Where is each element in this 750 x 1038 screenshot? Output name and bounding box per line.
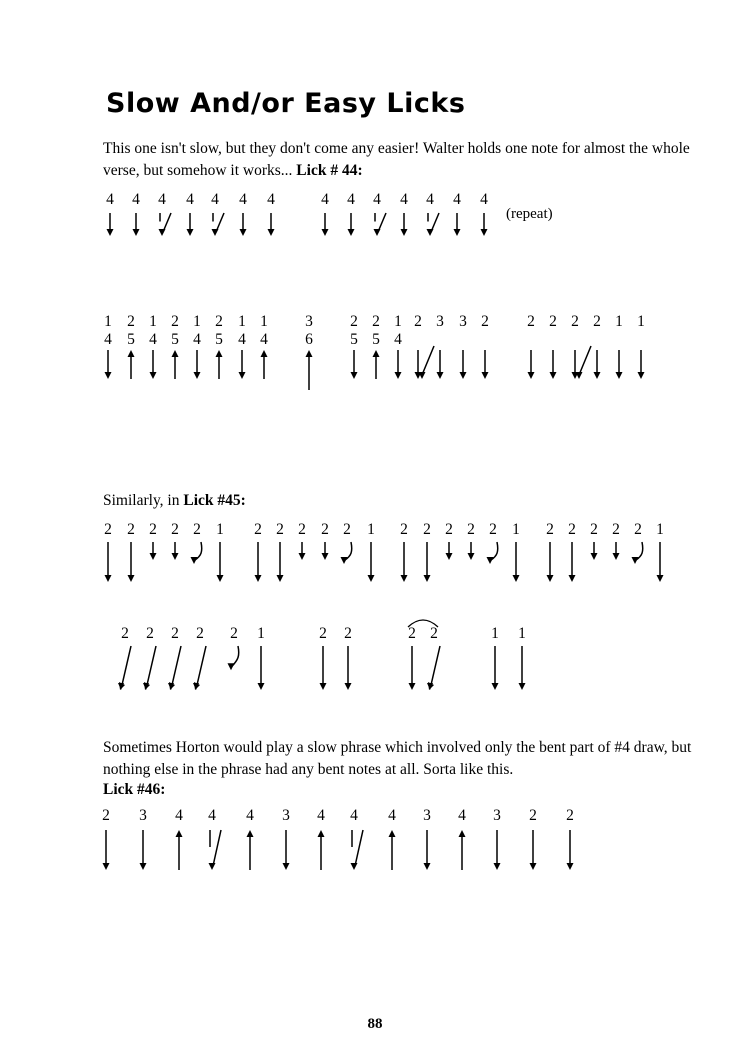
hole-number: 1 [193, 313, 201, 330]
hole-number: 2 [230, 625, 238, 642]
draw-arrow-icon [519, 646, 526, 690]
tab-note [408, 625, 416, 690]
draw-arrow-icon [140, 830, 147, 870]
tab-note [319, 625, 327, 690]
tab-note [132, 191, 140, 236]
hole-number: 2 [527, 313, 535, 330]
hole-number: 3 [459, 313, 467, 330]
tab-note [317, 807, 325, 870]
draw-arrow-icon [638, 350, 645, 379]
hole-number: 4 [267, 191, 275, 208]
tab-note [267, 191, 275, 236]
hole-number: 2 [481, 313, 489, 330]
hole-number: 6 [305, 331, 313, 348]
tab-note [453, 191, 461, 236]
hole-number: 3 [493, 807, 501, 824]
draw-arrow-icon [572, 346, 592, 379]
tab-note [257, 625, 265, 690]
blow-arrow-icon [261, 350, 268, 379]
tab-note [305, 313, 313, 379]
tab-note [102, 807, 110, 870]
hole-number: 4 [458, 807, 466, 824]
tab-note [400, 191, 408, 236]
hole-number: 2 [549, 313, 557, 330]
lick-46-intro: Sometimes Horton would play a slow phrase which involved only the bent part of #4 draw, but nothing else in the phrase had any bent notes at all. Sorta like this. [103, 739, 692, 778]
draw-arrow-icon [482, 350, 489, 379]
tab-note [458, 807, 466, 870]
hole-number: 1 [512, 521, 520, 538]
draw-arrow-icon [550, 350, 557, 379]
hole-number: 4 [106, 191, 114, 208]
draw-arrow-icon [322, 213, 329, 236]
draw-arrow-icon [351, 350, 358, 379]
draw-arrow-icon [105, 542, 112, 582]
lick-46-row [102, 807, 574, 870]
hole-number: 1 [491, 625, 499, 642]
draw-arrow-icon [191, 542, 202, 564]
draw-arrow-icon [228, 646, 239, 670]
draw-arrow-icon [454, 213, 461, 236]
hole-number: 3 [436, 313, 444, 330]
tab-note [637, 313, 645, 379]
hole-number: 2 [546, 521, 554, 538]
draw-arrow-icon [159, 213, 172, 236]
tab-note [615, 313, 623, 379]
draw-arrow-icon [277, 542, 284, 582]
tab-note [549, 313, 557, 379]
draw-arrow-icon [105, 350, 112, 379]
tab-note [493, 807, 501, 870]
tab-note [191, 521, 202, 564]
hole-number: 1 [518, 625, 526, 642]
tab-note [512, 521, 520, 582]
hole-number: 1 [637, 313, 645, 330]
tab-note [388, 807, 396, 870]
hole-number: 2 [319, 625, 327, 642]
tab-note [106, 191, 114, 236]
page-number: 88 [367, 1016, 383, 1032]
blow-arrow-icon [172, 350, 179, 379]
tab-note [298, 521, 306, 560]
tab-note [367, 521, 375, 582]
tab-note [238, 313, 246, 379]
draw-arrow-icon [168, 646, 181, 690]
tab-note [239, 191, 247, 236]
tab-note [186, 191, 194, 236]
tab-note [260, 313, 268, 379]
hole-number: 2 [593, 313, 601, 330]
draw-arrow-icon [194, 350, 201, 379]
draw-arrow-icon [415, 346, 435, 379]
hole-number: 2 [171, 625, 179, 642]
draw-arrow-icon [133, 213, 140, 236]
tab-note [529, 807, 537, 870]
draw-arrow-icon [348, 213, 355, 236]
draw-arrow-icon [345, 646, 352, 690]
draw-arrow-icon [239, 350, 246, 379]
draw-arrow-icon [427, 646, 440, 690]
blow-arrow-icon [128, 350, 135, 379]
hole-number: 2 [343, 521, 351, 538]
hole-number: 1 [615, 313, 623, 330]
draw-arrow-icon [187, 213, 194, 236]
draw-arrow-icon [150, 350, 157, 379]
hole-number: 5 [127, 331, 135, 348]
hole-number: 4 [246, 807, 254, 824]
hole-number: 4 [132, 191, 140, 208]
hole-number: 2 [276, 521, 284, 538]
lick-45-prefix: Similarly, in [103, 492, 184, 509]
tab-note [487, 521, 498, 564]
tab-note [566, 807, 574, 870]
tab-note [158, 191, 171, 236]
draw-arrow-icon [409, 646, 416, 690]
draw-arrow-icon [322, 542, 329, 560]
tab-note [127, 521, 135, 582]
hole-number: 4 [158, 191, 166, 208]
hole-number: 1 [216, 521, 224, 538]
draw-arrow-icon [401, 213, 408, 236]
hole-number: 3 [139, 807, 147, 824]
hole-number: 4 [321, 191, 329, 208]
tab-note [246, 807, 254, 870]
hole-number: 4 [426, 191, 434, 208]
tab-note [321, 521, 329, 560]
hole-number: 2 [414, 313, 422, 330]
tab-note [423, 807, 431, 870]
tab-note [656, 521, 664, 582]
hole-number: 2 [529, 807, 537, 824]
tab-note [171, 521, 179, 560]
hole-number: 4 [400, 191, 408, 208]
draw-arrow-icon [427, 213, 440, 236]
draw-arrow-icon [632, 542, 643, 564]
hole-number: 4 [480, 191, 488, 208]
lick-45-label: Lick #45: [183, 492, 246, 509]
tab-note [481, 313, 489, 379]
hole-number: 2 [254, 521, 262, 538]
draw-arrow-icon [150, 542, 157, 560]
draw-arrow-icon [591, 542, 598, 560]
draw-arrow-icon [613, 542, 620, 560]
lick-44-row-1 [106, 191, 488, 236]
lick-44-row-2 [104, 313, 645, 390]
hole-number: 2 [102, 807, 110, 824]
hole-number: 4 [453, 191, 461, 208]
hole-number: 5 [350, 331, 358, 348]
hole-number: 2 [423, 521, 431, 538]
hole-number: 5 [171, 331, 179, 348]
draw-arrow-icon [481, 213, 488, 236]
draw-arrow-icon [209, 830, 222, 870]
draw-arrow-icon [240, 213, 247, 236]
hole-number: 2 [193, 521, 201, 538]
hole-number: 3 [305, 313, 313, 330]
draw-arrow-icon [437, 350, 444, 379]
draw-arrow-icon [193, 646, 206, 690]
lick-44-label: Lick # 44: [296, 162, 363, 179]
tab-note [104, 313, 112, 379]
tab-note [491, 625, 499, 690]
hole-number: 1 [656, 521, 664, 538]
tab-note [632, 521, 643, 564]
hole-number: 2 [400, 521, 408, 538]
draw-arrow-icon [255, 542, 262, 582]
tab-note [143, 625, 156, 690]
hole-number: 2 [215, 313, 223, 330]
tab-note [171, 313, 179, 379]
draw-arrow-icon [460, 350, 467, 379]
tab-note [350, 313, 358, 379]
tab-note [426, 191, 439, 236]
tab-note [216, 521, 224, 582]
hole-number: 5 [372, 331, 380, 348]
lick-45-row-2 [118, 620, 526, 690]
hole-number: 4 [373, 191, 381, 208]
draw-arrow-icon [212, 213, 225, 236]
hole-number: 3 [282, 807, 290, 824]
hole-number: 2 [634, 521, 642, 538]
hole-number: 2 [430, 625, 438, 642]
hole-number: 2 [196, 625, 204, 642]
draw-arrow-icon [107, 213, 114, 236]
tab-note [118, 625, 131, 690]
hole-number: 2 [408, 625, 416, 642]
tab-note [445, 521, 453, 560]
blow-arrow-icon [247, 830, 254, 870]
hole-number: 2 [298, 521, 306, 538]
draw-arrow-icon [395, 350, 402, 379]
draw-arrow-icon [657, 542, 664, 582]
draw-arrow-icon [217, 542, 224, 582]
hole-number: 2 [489, 521, 497, 538]
hole-number: 2 [568, 521, 576, 538]
draw-arrow-icon [341, 542, 352, 564]
tab-note [400, 521, 408, 582]
hole-number: 2 [445, 521, 453, 538]
hole-number: 2 [467, 521, 475, 538]
draw-arrow-icon [103, 830, 110, 870]
hole-number: 4 [238, 331, 246, 348]
hole-number: 4 [394, 331, 402, 348]
tab-note [139, 807, 147, 870]
draw-arrow-icon [492, 646, 499, 690]
tab-note [341, 521, 352, 564]
tab-note [568, 521, 576, 582]
draw-arrow-icon [268, 213, 275, 236]
hole-number: 4 [193, 331, 201, 348]
draw-arrow-icon [283, 830, 290, 870]
hole-number: 4 [388, 807, 396, 824]
blow-arrow-icon [459, 830, 466, 870]
tab-note [590, 521, 598, 560]
tab-note [467, 521, 475, 560]
tab-note [350, 807, 363, 870]
blow-arrow-icon [176, 830, 183, 870]
tab-note [527, 313, 535, 379]
hole-number: 3 [423, 807, 431, 824]
tab-note [168, 625, 181, 690]
tab-note [127, 313, 135, 379]
hole-number: 4 [104, 331, 112, 348]
hole-number: 5 [215, 331, 223, 348]
hole-number: 4 [208, 807, 216, 824]
repeat-label: (repeat) [506, 206, 553, 222]
tab-note [228, 625, 239, 670]
tab-note [254, 521, 262, 582]
hole-number: 1 [238, 313, 246, 330]
tab-note [546, 521, 554, 582]
hole-number: 4 [347, 191, 355, 208]
draw-arrow-icon [567, 830, 574, 870]
blow-arrow-icon [389, 830, 396, 870]
tab-note [282, 807, 290, 870]
page-title: Slow And/or Easy Licks [106, 88, 466, 119]
blow-arrow-icon [373, 350, 380, 379]
draw-arrow-icon [258, 646, 265, 690]
draw-arrow-icon [374, 213, 387, 236]
tab-note [344, 625, 352, 690]
draw-arrow-icon [513, 542, 520, 582]
hole-number: 2 [590, 521, 598, 538]
tab-note [612, 521, 620, 560]
tab-note [372, 313, 380, 379]
hole-number: 2 [321, 521, 329, 538]
draw-arrow-icon [446, 542, 453, 560]
hole-number: 2 [612, 521, 620, 538]
tab-note [193, 625, 206, 690]
draw-arrow-icon [547, 542, 554, 582]
tab-note [593, 313, 601, 379]
draw-arrow-icon [143, 646, 156, 690]
hole-number: 2 [149, 521, 157, 538]
hole-number: 1 [367, 521, 375, 538]
hole-number: 2 [171, 521, 179, 538]
lick-46-label: Lick #46: [103, 781, 166, 798]
tab-note [175, 807, 183, 870]
hole-number: 1 [394, 313, 402, 330]
hole-number: 2 [372, 313, 380, 330]
tab-note [347, 191, 355, 236]
draw-arrow-icon [424, 830, 431, 870]
blow-arrow-icon [318, 830, 325, 870]
hole-number: 2 [127, 313, 135, 330]
draw-arrow-icon [594, 350, 601, 379]
hole-number: 2 [127, 521, 135, 538]
hole-number: 1 [260, 313, 268, 330]
hole-number: 1 [149, 313, 157, 330]
hole-number: 4 [149, 331, 157, 348]
draw-arrow-icon [487, 542, 498, 564]
tab-note [373, 191, 386, 236]
tab-note [436, 313, 444, 379]
draw-arrow-icon [118, 646, 131, 690]
hole-number: 1 [104, 313, 112, 330]
hole-number: 2 [571, 313, 579, 330]
draw-arrow-icon [424, 542, 431, 582]
draw-arrow-icon [468, 542, 475, 560]
hole-number: 1 [257, 625, 265, 642]
tab-note [149, 313, 157, 379]
tab-note [211, 191, 224, 236]
tab-note [414, 313, 434, 379]
tab-note [215, 313, 223, 379]
hole-number: 4 [239, 191, 247, 208]
hole-number: 4 [186, 191, 194, 208]
hole-number: 4 [317, 807, 325, 824]
tab-note [193, 313, 201, 379]
draw-arrow-icon [494, 830, 501, 870]
hole-number: 2 [121, 625, 129, 642]
hole-number: 2 [104, 521, 112, 538]
tab-note [276, 521, 284, 582]
hole-number: 2 [171, 313, 179, 330]
tab-note [459, 313, 467, 379]
lick-45-row-1 [104, 521, 664, 582]
tab-note [321, 191, 329, 236]
draw-arrow-icon [528, 350, 535, 379]
blow-arrow-icon [216, 350, 223, 379]
draw-arrow-icon [616, 350, 623, 379]
tab-note [480, 191, 488, 236]
draw-arrow-icon [530, 830, 537, 870]
draw-arrow-icon [569, 542, 576, 582]
hole-number: 2 [146, 625, 154, 642]
draw-arrow-icon [128, 542, 135, 582]
hole-number: 2 [350, 313, 358, 330]
tab-note [149, 521, 157, 560]
blow-arrow-icon [306, 350, 313, 379]
hole-number: 4 [175, 807, 183, 824]
hole-number: 2 [566, 807, 574, 824]
tab-note [518, 625, 526, 690]
tab-note [394, 313, 402, 379]
hole-number: 2 [344, 625, 352, 642]
draw-arrow-icon [368, 542, 375, 582]
intro-text: This one isn't slow, but they don't come any easier! Walter holds one note for almost the whole verse, but somehow it works... [103, 140, 690, 179]
draw-arrow-icon [299, 542, 306, 560]
hole-number: 4 [211, 191, 219, 208]
draw-arrow-icon [172, 542, 179, 560]
draw-arrow-icon [320, 646, 327, 690]
tab-note [423, 521, 431, 582]
draw-arrow-icon [351, 830, 364, 870]
tab-note [104, 521, 112, 582]
tab-note [208, 807, 221, 870]
draw-arrow-icon [401, 542, 408, 582]
hole-number: 4 [260, 331, 268, 348]
tab-note [571, 313, 591, 379]
tab-note [427, 625, 440, 690]
hole-number: 4 [350, 807, 358, 824]
